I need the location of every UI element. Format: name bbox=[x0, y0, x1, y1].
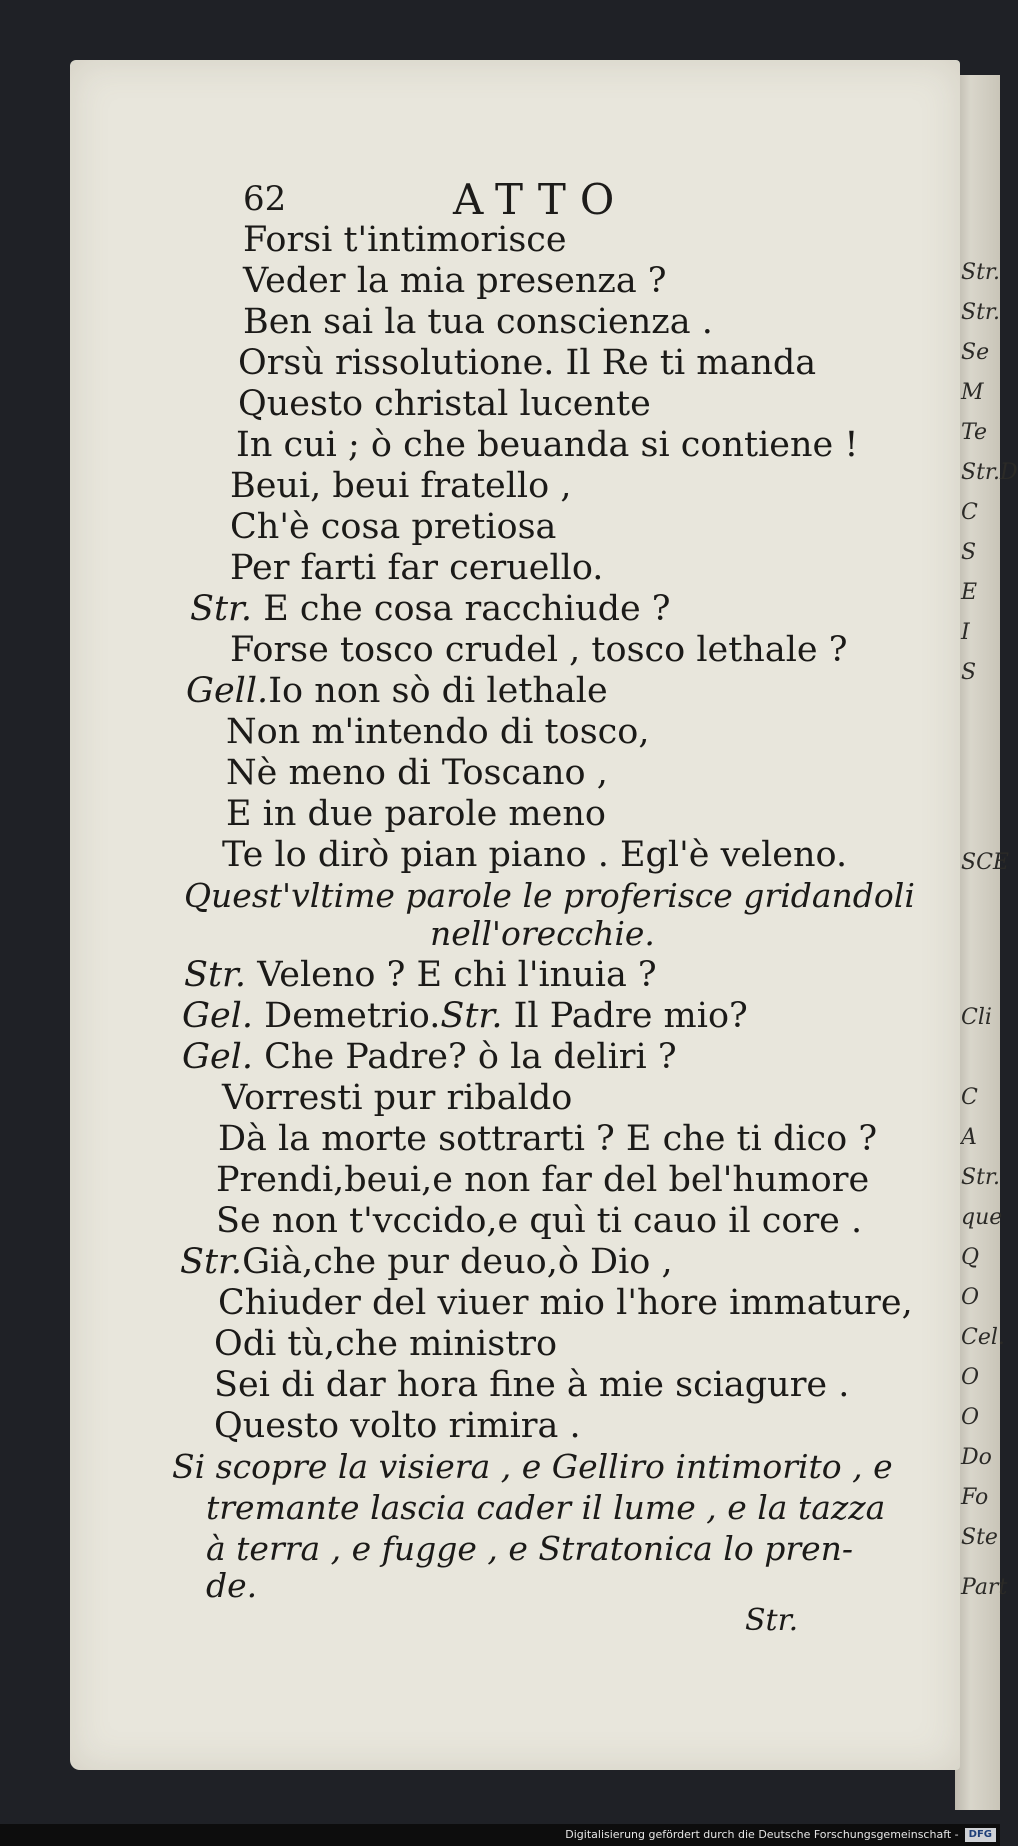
running-title: ATTO bbox=[453, 175, 629, 224]
adjacent-fragment: Ste bbox=[961, 1525, 998, 1550]
verse-line: In cui ; ò che beuanda si contiene ! bbox=[236, 425, 859, 465]
adjacent-fragment: Do bbox=[961, 1445, 992, 1470]
verse-line: Gel. Demetrio.Str. Il Padre mio? bbox=[182, 996, 748, 1036]
adjacent-fragment: O bbox=[961, 1405, 980, 1430]
verse-line: Ch'è cosa pretiosa bbox=[230, 507, 557, 547]
adjacent-fragment: Cli bbox=[961, 1005, 992, 1030]
verse-line: Prendi,beui,e non far del bel'humore bbox=[216, 1160, 870, 1200]
adjacent-fragment: Str. bbox=[961, 300, 1001, 325]
catchword: Str. bbox=[745, 1603, 799, 1638]
verse-line: Str. E che cosa racchiude ? bbox=[190, 589, 671, 629]
adjacent-fragment: Str. bbox=[961, 1165, 1001, 1190]
adjacent-fragment: Te bbox=[961, 420, 987, 445]
verse-line: Questo christal lucente bbox=[238, 384, 651, 424]
stage-direction: à terra , e fugge , e Stratonica lo pren- bbox=[206, 1529, 854, 1568]
adjacent-fragment: SCE bbox=[961, 850, 1009, 875]
verse-line: Nè meno di Toscano , bbox=[226, 753, 608, 793]
verse-line: Forse tosco crudel , tosco lethale ? bbox=[230, 630, 848, 670]
speaker-label: Gell. bbox=[186, 671, 269, 711]
footer-credit: Digitalisierung gefördert durch die Deutsche Forschungsgemeinschaft - bbox=[565, 1828, 959, 1841]
verse-line: Non m'intendo di tosco, bbox=[226, 712, 650, 752]
verse-line: Str. Veleno ? E chi l'inuia ? bbox=[184, 955, 657, 995]
adjacent-fragment: Fo bbox=[961, 1485, 989, 1510]
verse-line: Beui, beui fratello , bbox=[230, 466, 572, 506]
stage-direction: Quest'vltime parole le proferisce gridandoli bbox=[184, 876, 915, 915]
adjacent-fragment: E bbox=[961, 580, 978, 605]
stage-direction: Si scopre la visiera , e Gelliro intimorito , e bbox=[172, 1447, 893, 1486]
adjacent-fragment: S bbox=[961, 660, 977, 685]
speaker-label: Gel. bbox=[182, 1037, 253, 1077]
adjacent-fragment: O bbox=[961, 1285, 980, 1310]
page-number: 62 bbox=[243, 179, 287, 219]
verse-line: Sei di dar hora fine à mie sciagure . bbox=[214, 1365, 850, 1405]
verse-line: Forsi t'intimorisce bbox=[243, 220, 567, 260]
verse-line: Chiuder del viuer mio l'hore immature, bbox=[218, 1283, 913, 1323]
speaker-label: Gel. bbox=[182, 996, 253, 1036]
speaker-label: Str. bbox=[180, 1242, 243, 1282]
stage-direction: tremante lascia cader il lume , e la tazza bbox=[206, 1488, 886, 1527]
verse-line: Veder la mia presenza ? bbox=[243, 261, 667, 301]
verse-line: Gel. Che Padre? ò la deliri ? bbox=[182, 1037, 677, 1077]
adjacent-fragment: O bbox=[961, 1365, 980, 1390]
stage-direction: de. bbox=[206, 1566, 258, 1605]
speaker-label: Str. bbox=[190, 589, 253, 629]
adjacent-fragment: C bbox=[961, 500, 978, 525]
verse-line: Te lo dirò pian piano . Egl'è veleno. bbox=[222, 835, 848, 875]
verse-line: Vorresti pur ribaldo bbox=[222, 1078, 573, 1118]
adjacent-fragment: Str.D bbox=[961, 460, 1018, 485]
adjacent-fragment: Part bbox=[961, 1575, 1008, 1600]
adjacent-fragment: S bbox=[961, 540, 977, 565]
verse-line: Dà la morte sottrarti ? E che ti dico ? bbox=[218, 1119, 878, 1159]
verse-line: Gell.Io non sò di lethale bbox=[186, 671, 608, 711]
adjacent-fragment: M bbox=[961, 380, 984, 405]
verse-line: Per farti far ceruello. bbox=[230, 548, 604, 588]
digitization-footer bbox=[0, 1824, 1000, 1846]
stage-direction: nell'orecchie. bbox=[430, 914, 655, 953]
adjacent-fragment: que bbox=[961, 1205, 1003, 1230]
speaker-label: Str. bbox=[184, 955, 247, 995]
verse-line: Questo volto rimira . bbox=[214, 1406, 581, 1446]
verse-line: Ben sai la tua conscienza . bbox=[243, 302, 713, 342]
verse-line: E in due parole meno bbox=[226, 794, 606, 834]
verse-line: Str.Già,che pur deuo,ò Dio , bbox=[180, 1242, 673, 1282]
speaker-label: Str. bbox=[440, 996, 503, 1036]
adjacent-fragment: Se bbox=[961, 340, 990, 365]
verse-line: Odi tù,che ministro bbox=[214, 1324, 558, 1364]
adjacent-fragment: C bbox=[961, 1085, 978, 1110]
adjacent-fragment: I bbox=[961, 620, 970, 645]
verse-line: Orsù rissolutione. Il Re ti manda bbox=[238, 343, 817, 383]
dfg-logo: DFG bbox=[965, 1828, 996, 1842]
adjacent-fragment: Cel. bbox=[961, 1325, 1005, 1350]
adjacent-fragment: Q bbox=[961, 1245, 980, 1270]
adjacent-fragment: Str. bbox=[961, 260, 1001, 285]
verse-line: Se non t'vccido,e quì ti cauo il core . bbox=[216, 1201, 863, 1241]
adjacent-fragment: A bbox=[961, 1125, 977, 1150]
